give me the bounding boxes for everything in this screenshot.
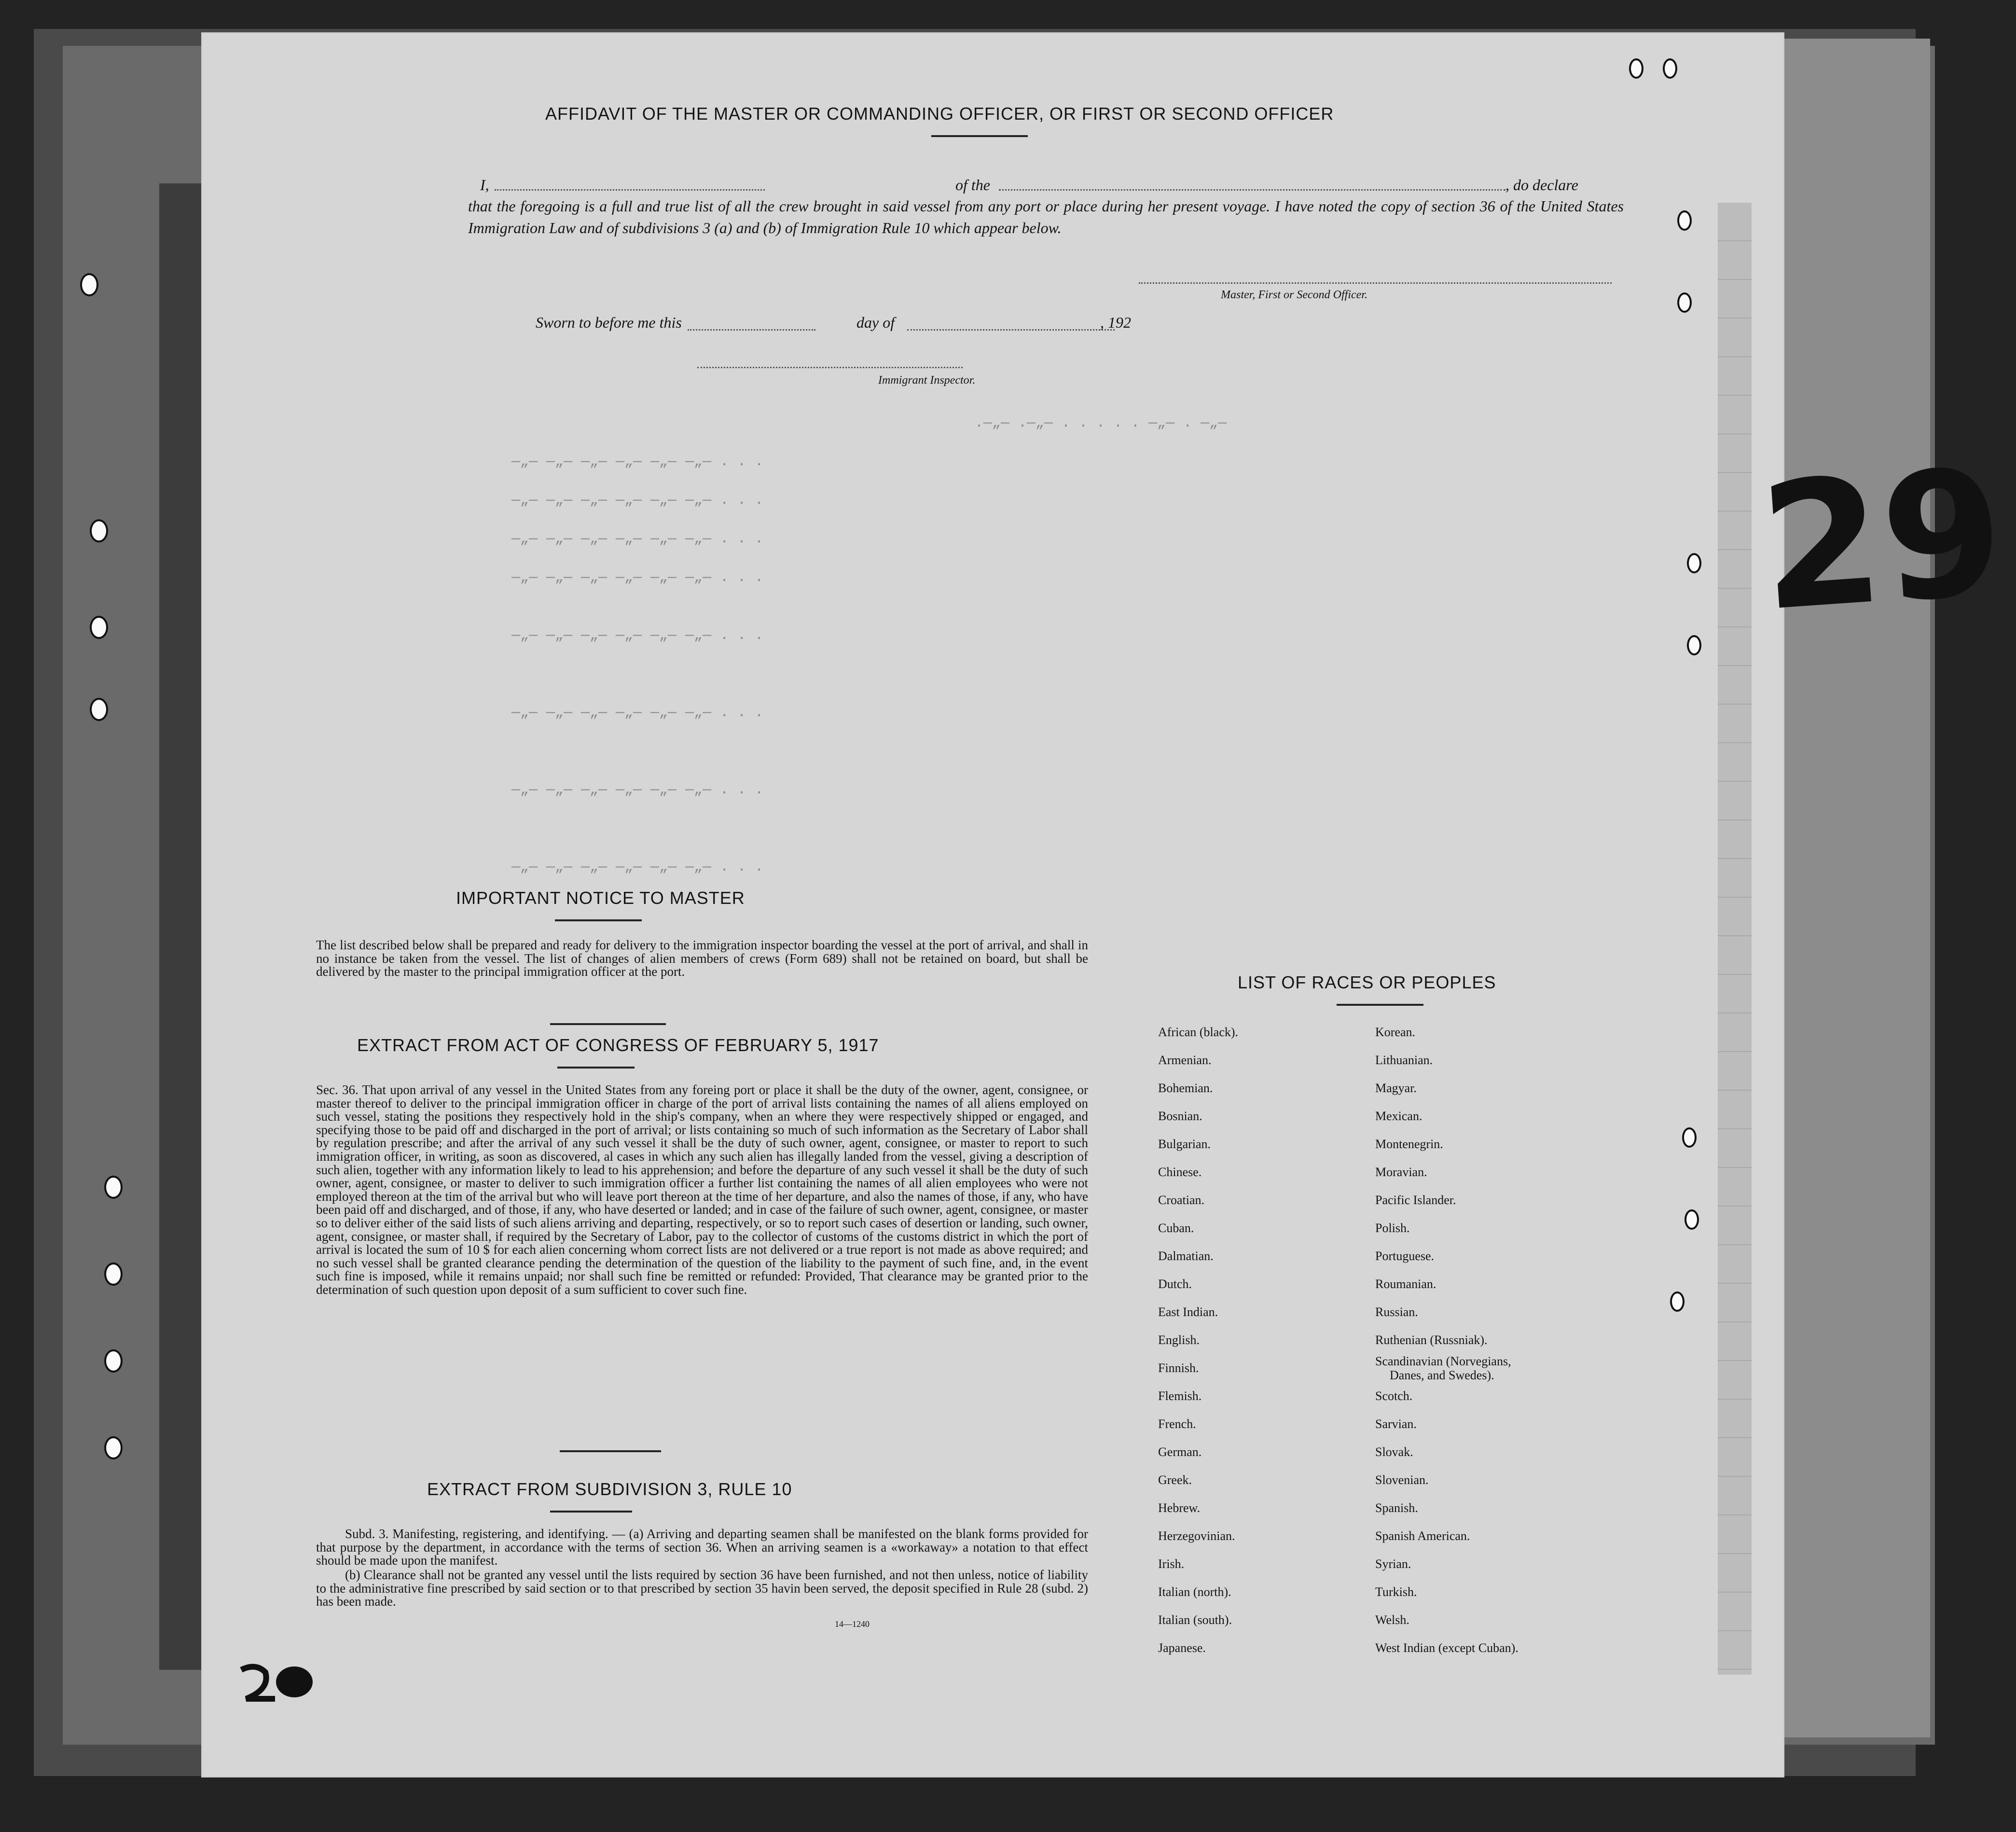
binder-hole-icon bbox=[106, 1264, 121, 1284]
race-item: Slovenian. bbox=[1375, 1473, 1429, 1487]
inspector-blank bbox=[697, 367, 963, 368]
punch-hole-icon bbox=[1689, 637, 1699, 653]
binder-hole-icon bbox=[82, 275, 97, 294]
bleed-through: —„— —„— —„— —„— —„— —„— . . . bbox=[511, 859, 764, 875]
affidavit-do-declare: , do declare bbox=[1505, 176, 1578, 194]
binder-hole-icon bbox=[106, 1438, 121, 1457]
race-item: Chinese. bbox=[1158, 1165, 1202, 1179]
race-item: Ruthenian (Russniak). bbox=[1375, 1333, 1488, 1347]
punch-hole-icon bbox=[1631, 60, 1642, 77]
race-item: Portuguese. bbox=[1375, 1249, 1435, 1263]
bleed-through: —„— —„— —„— —„— —„— —„— . . . bbox=[511, 705, 764, 721]
binder-hole-icon bbox=[106, 1351, 121, 1371]
races-title: LIST OF RACES OR PEOPLES bbox=[1238, 972, 1496, 992]
bleed-through: —„— —„— —„— —„— —„— —„— . . . bbox=[511, 627, 764, 644]
inspector-caption: Immigrant Inspector. bbox=[878, 374, 976, 387]
race-item: Montenegrin. bbox=[1375, 1137, 1443, 1151]
notice-underline bbox=[555, 919, 642, 921]
rule-title-underline bbox=[550, 1511, 632, 1513]
race-item: German. bbox=[1158, 1445, 1202, 1459]
race-item: Italian (south). bbox=[1158, 1613, 1232, 1627]
extract-act-title: EXTRACT FROM ACT OF CONGRESS OF FEBRUARY 5, 1917 bbox=[357, 1035, 879, 1055]
extract-rule-subd-b: (b) Clearance shall not be granted any vessel until the lists required by section 36 have been furnished, and not then unless, notice of liability to the administrative fine prescribed by said section or to that prescribed by section 35 havin been served, the deposit specified in Rule 28 (subd. 2) has been made. bbox=[316, 1568, 1088, 1609]
race-item: Armenian. bbox=[1158, 1053, 1212, 1067]
race-item: Scotch. bbox=[1375, 1389, 1413, 1403]
punch-hole-icon bbox=[1686, 1211, 1697, 1228]
bleed-through: —„— —„— —„— —„— —„— —„— . . . bbox=[511, 454, 764, 470]
race-item: Croatian. bbox=[1158, 1193, 1205, 1207]
race-item: Korean. bbox=[1375, 1025, 1416, 1039]
bleed-through: —„— —„— —„— —„— —„— —„— . . . bbox=[511, 492, 764, 509]
races-title-underline bbox=[1337, 1004, 1423, 1006]
bleed-through: —„— —„— —„— —„— —„— —„— . . . bbox=[511, 531, 764, 547]
binder-hole-icon bbox=[92, 618, 106, 637]
extract-rule-title: EXTRACT FROM SUBDIVISION 3, RULE 10 bbox=[427, 1479, 792, 1499]
race-item: Bohemian. bbox=[1158, 1081, 1213, 1095]
notice-body: The list described below shall be prepared and ready for delivery to the immigration inspector boarding the vessel at the port of arrival, and shall in no instance be taken from the vessel. The list of changes of alien members of crews (Form 689) shall not be retained on board, but shall be delivered by the master to the principal immigration officer at the port. bbox=[316, 938, 1088, 979]
race-item: Turkish. bbox=[1375, 1585, 1417, 1599]
race-item: Bosnian. bbox=[1158, 1109, 1202, 1123]
races-right-column bbox=[1375, 1018, 1519, 1662]
race-item: East Indian. bbox=[1158, 1305, 1218, 1319]
bleed-through: .—„— .—„— . . . . . —„— . —„— bbox=[975, 415, 1227, 431]
race-item: Moravian. bbox=[1375, 1165, 1427, 1179]
vessel-blank bbox=[999, 189, 1505, 191]
affidavit-title: AFFIDAVIT OF THE MASTER OR COMMANDING OFFICER, OR FIRST OR SECOND OFFICER bbox=[545, 104, 1334, 124]
race-item: Lithuanian. bbox=[1375, 1053, 1433, 1067]
sworn-before-text: Sworn to before me this bbox=[536, 314, 682, 331]
race-item: Irish. bbox=[1158, 1557, 1185, 1571]
race-item: African (black). bbox=[1158, 1025, 1239, 1039]
binder-hole-icon bbox=[106, 1178, 121, 1197]
race-item: French. bbox=[1158, 1417, 1196, 1431]
month-blank bbox=[907, 329, 1115, 331]
punch-hole-icon bbox=[1684, 1129, 1695, 1146]
name-blank bbox=[495, 189, 765, 191]
day-blank bbox=[688, 329, 815, 331]
handwritten-number: 29 bbox=[1754, 431, 2010, 650]
act-title-underline bbox=[557, 1067, 635, 1069]
race-item: Finnish. bbox=[1158, 1361, 1199, 1375]
section-divider bbox=[560, 1450, 661, 1452]
notice-title: IMPORTANT NOTICE TO MASTER bbox=[456, 888, 745, 908]
race-item: Italian (north). bbox=[1158, 1585, 1231, 1599]
race-item: Spanish. bbox=[1375, 1501, 1418, 1515]
race-item: Syrian. bbox=[1375, 1557, 1411, 1571]
races-left-column bbox=[1158, 1018, 1238, 1662]
race-item: Russian. bbox=[1375, 1305, 1418, 1319]
race-item: Roumanian. bbox=[1375, 1277, 1436, 1291]
race-item: English. bbox=[1158, 1333, 1200, 1347]
ledger-edge bbox=[1718, 203, 1752, 1675]
title-underline bbox=[931, 135, 1028, 137]
punch-hole-icon bbox=[1665, 60, 1675, 77]
race-item: Japanese. bbox=[1158, 1641, 1206, 1655]
race-item: West Indian (except Cuban). bbox=[1375, 1641, 1519, 1655]
race-item: Pacific Islander. bbox=[1375, 1193, 1456, 1207]
affidavit-line-i: I, bbox=[480, 176, 489, 194]
punch-hole-icon bbox=[1672, 1293, 1683, 1310]
binder-hole-icon bbox=[92, 700, 106, 719]
race-item: Cuban. bbox=[1158, 1221, 1194, 1235]
year-prefix: , 192 bbox=[1100, 314, 1131, 331]
extract-act-body: Sec. 36. That upon arrival of any vessel in the United States from any foreing port or place it shall be the duty of the owner, agent, consignee, or master thereof to deliver to the principal immigration officer in charge of the port of arrival lists containing the names of all aliens employed on such vessel, stating the positions they respectively hold in the ship's company, when an where they were respectively shipped or engaged, and specifying those to be paid off and discharged in the port of arrival; or lists containing so much of such information as the Secretary of Labor shall by regulation prescribe; and after the arrival of any such vessel it shall be the duty of such owner, agent, consignee, or master to report to such immigration officer, in writing, as soon as discovered, al cases in which any such alien has illegally landed from the vessel, giving a description of such alien, together with any information likely to lead to his apprehension; and before the departure of any such vessel it shall be the duty of such owner, agent, consignee, or master to deliver to such immigration officer a further list containing the names of all alien employees who were not employed thereon at the tim of the arrival but who will leave port thereon at the time of her departure, and also the names of those, if any, who have been paid off and discharged, and of those, if any, who have deserted or landed; and in case of the failure of such owner, agent, consignee, or master so to deliver either of the said lists of such aliens arriving and departing, respectively, or so to report such cases of desertion or landing, such owner, agent, consignee, or master shall, if required by the Secretary of Labor, pay to the collector of customs of the customs district in which the port of arrival is located the sum of 10 $ for each alien concerning whom correct lists are not delivered or a true report is not made as above required; and no such vessel shall be granted clearance pending the determination of the question of the liability to the payment of such fine, and, in the event such fine is imposed, while it remains unpaid; nor shall such fine be remitted or refunded: Provided, That clearance may be granted prior to the determination of such question upon deposit of a sum sufficient to cover such fine. bbox=[316, 1083, 1088, 1297]
page-number-mark-icon bbox=[236, 1660, 318, 1704]
race-item: Spanish American. bbox=[1375, 1529, 1470, 1543]
race-item: Hebrew. bbox=[1158, 1501, 1201, 1515]
race-item: Welsh. bbox=[1375, 1613, 1409, 1627]
bleed-through: —„— —„— —„— —„— —„— —„— . . . bbox=[511, 569, 764, 586]
race-item: Sarvian. bbox=[1375, 1417, 1417, 1431]
manifest-page bbox=[203, 34, 1783, 1776]
day-of-text: day of bbox=[856, 314, 895, 331]
signature-caption: Master, First or Second Officer. bbox=[1221, 289, 1367, 301]
race-item: Magyar. bbox=[1375, 1081, 1417, 1095]
race-item: Dutch. bbox=[1158, 1277, 1192, 1291]
signature-blank bbox=[1139, 282, 1612, 284]
race-item: Greek. bbox=[1158, 1473, 1192, 1487]
punch-hole-icon bbox=[1679, 212, 1690, 229]
race-item: Scandinavian (Norvegians, bbox=[1375, 1354, 1511, 1368]
section-divider bbox=[550, 1023, 666, 1025]
race-item: Flemish. bbox=[1158, 1389, 1202, 1403]
bleed-through: —„— —„— —„— —„— —„— —„— . . . bbox=[511, 782, 764, 798]
race-item: Slovak. bbox=[1375, 1445, 1413, 1459]
affidavit-body: that the foregoing is a full and true list of all the crew brought in said vessel from any port or place during her present voyage. I have noted the copy of section 36 of the United States Immigration Law and of subdivisions 3 (a) and (b) of Immigration Rule 10 which appear below. bbox=[468, 197, 1624, 236]
race-item: Mexican. bbox=[1375, 1109, 1422, 1123]
affidavit-of-the: of the bbox=[955, 176, 990, 194]
race-item: Polish. bbox=[1375, 1221, 1410, 1235]
punch-hole-icon bbox=[1689, 555, 1699, 571]
race-item: Bulgarian. bbox=[1158, 1137, 1211, 1151]
punch-hole-icon bbox=[1679, 294, 1690, 311]
race-item: Danes, and Swedes). bbox=[1390, 1368, 1494, 1382]
binder-hole-icon bbox=[92, 521, 106, 541]
extract-rule-subd-a: Subd. 3. Manifesting, registering, and identifying. — (a) Arriving and departing seamen shall be manifested on the blank forms provided for that purpose by the department, in accordance with the terms of section 36. When an arriving seamen is a «workaway» a notation to that effect should be made upon the manifest. bbox=[316, 1527, 1088, 1568]
form-number: 14—1240 bbox=[835, 1619, 870, 1629]
race-item: Herzegovinian. bbox=[1158, 1529, 1235, 1543]
race-item: Dalmatian. bbox=[1158, 1249, 1214, 1263]
